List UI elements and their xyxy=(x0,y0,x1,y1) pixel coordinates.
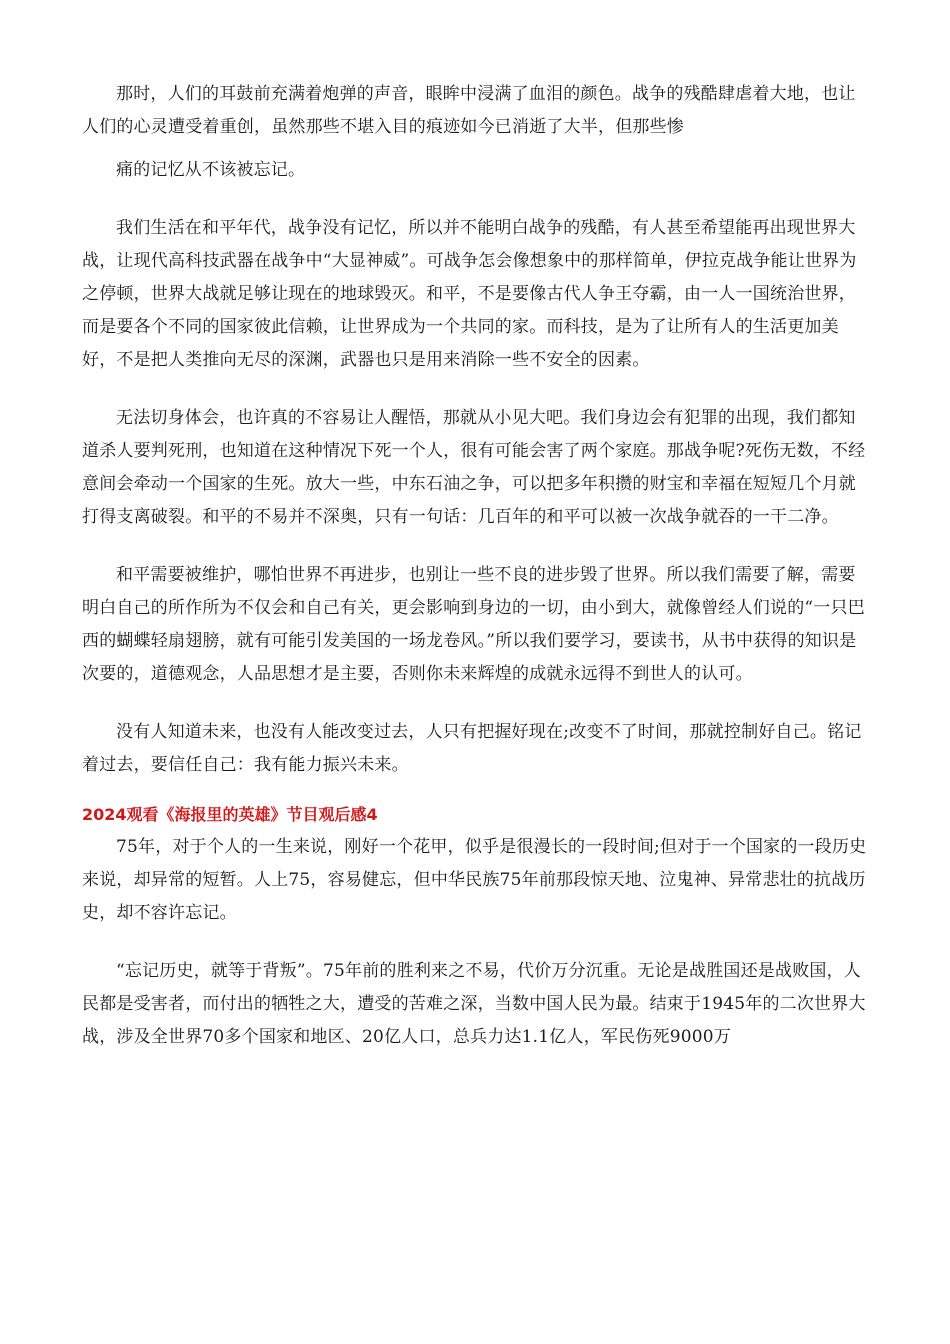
paragraph-future: 没有人知道未来，也没有人能改变过去，人只有把握好现在;改变不了时间，那就控制好自己。铭记着过去，要信任自己：我有能力振兴未来。 xyxy=(82,722,862,775)
paragraph-intro-1: 那时，人们的耳鼓前充满着炮弹的声音，眼眸中浸满了血泪的颜色。战争的残酷肆虐着大地，也让人们的心灵遭受着重创，虽然那些不堪入目的痕迹如今已消逝了大半，但那些惨 xyxy=(82,84,856,137)
section-heading: 2024观看《海报里的英雄》节目观后感4 xyxy=(82,805,378,824)
paragraph-75-years: 75年，对于个人的一生来说，刚好一个花甲，似乎是很漫长的一段时间;但对于一个国家的一段历史来说，却异常的短暂。人上75，容易健忘，但中华民族75年前那段惊天地、泣鬼神、异常悲壮的抗战历史，却不容许忘记。 xyxy=(82,837,867,923)
paragraph-forget-history: “忘记历史，就等于背叛”。75年前的胜利来之不易，代价万分沉重。无论是战胜国还是战败国，人民都是受害者，而付出的牺牲之大，遭受的苦难之深，当数中国人民为最。结束于1945年的二次世界大战，涉及全世界70多个国家和地区、20亿人口，总兵力达1.1亿人，军民伤死9000万 xyxy=(82,961,866,1047)
paragraph-intro-2: 痛的记忆从不该被忘记。 xyxy=(116,160,306,180)
paragraph-peace-era: 我们生活在和平年代，战争没有记忆，所以并不能明白战争的残酷，有人甚至希望能再出现世界大战，让现代高科技武器在战争中“大显神威”。可战争怎会像想象中的那样简单，伊拉克战争能让世界为之停顿，世界大战就足够让现在的地球毁灭。和平，不是要像古代人争王夺霸，由一人一国统治世界，而是要各个不同的国家彼此信赖，让世界成为一个共同的家。而科技，是为了让所有人的生活更加美好，不是把人类推向无尽的深渊，武器也只是用来消除一些不安全的因素。 xyxy=(82,218,857,370)
document-page xyxy=(82,78,872,1079)
paragraph-small-to-large: 无法切身体会，也许真的不容易让人醒悟，那就从小见大吧。我们身边会有犯罪的出现，我们都知道杀人要判死刑，也知道在这种情况下死一个人，很有可能会害了两个家庭。那战争呢?死伤无数，不经意间会牵动一个国家的生死。放大一些，中东石油之争，可以把多年积攒的财宝和幸福在短短几个月就打得支离破裂。和平的不易并不深奥，只有一句话：几百年的和平可以被一次战争就吞的一干二净。 xyxy=(82,408,866,527)
paragraph-maintain-peace: 和平需要被维护，哪怕世界不再进步，也别让一些不良的进步毁了世界。所以我们需要了解，需要明白自己的所作所为不仅会和自己有关，更会影响到身边的一切，由小到大，就像曾经人们说的“一只巴西的蝴蝶轻扇翅膀，就有可能引发美国的一场龙卷风。”所以我们要学习，要读书，从书中获得的知识是次要的，道德观念，人品思想才是主要，否则你未来辉煌的成就永远得不到世人的认可。 xyxy=(82,565,865,684)
